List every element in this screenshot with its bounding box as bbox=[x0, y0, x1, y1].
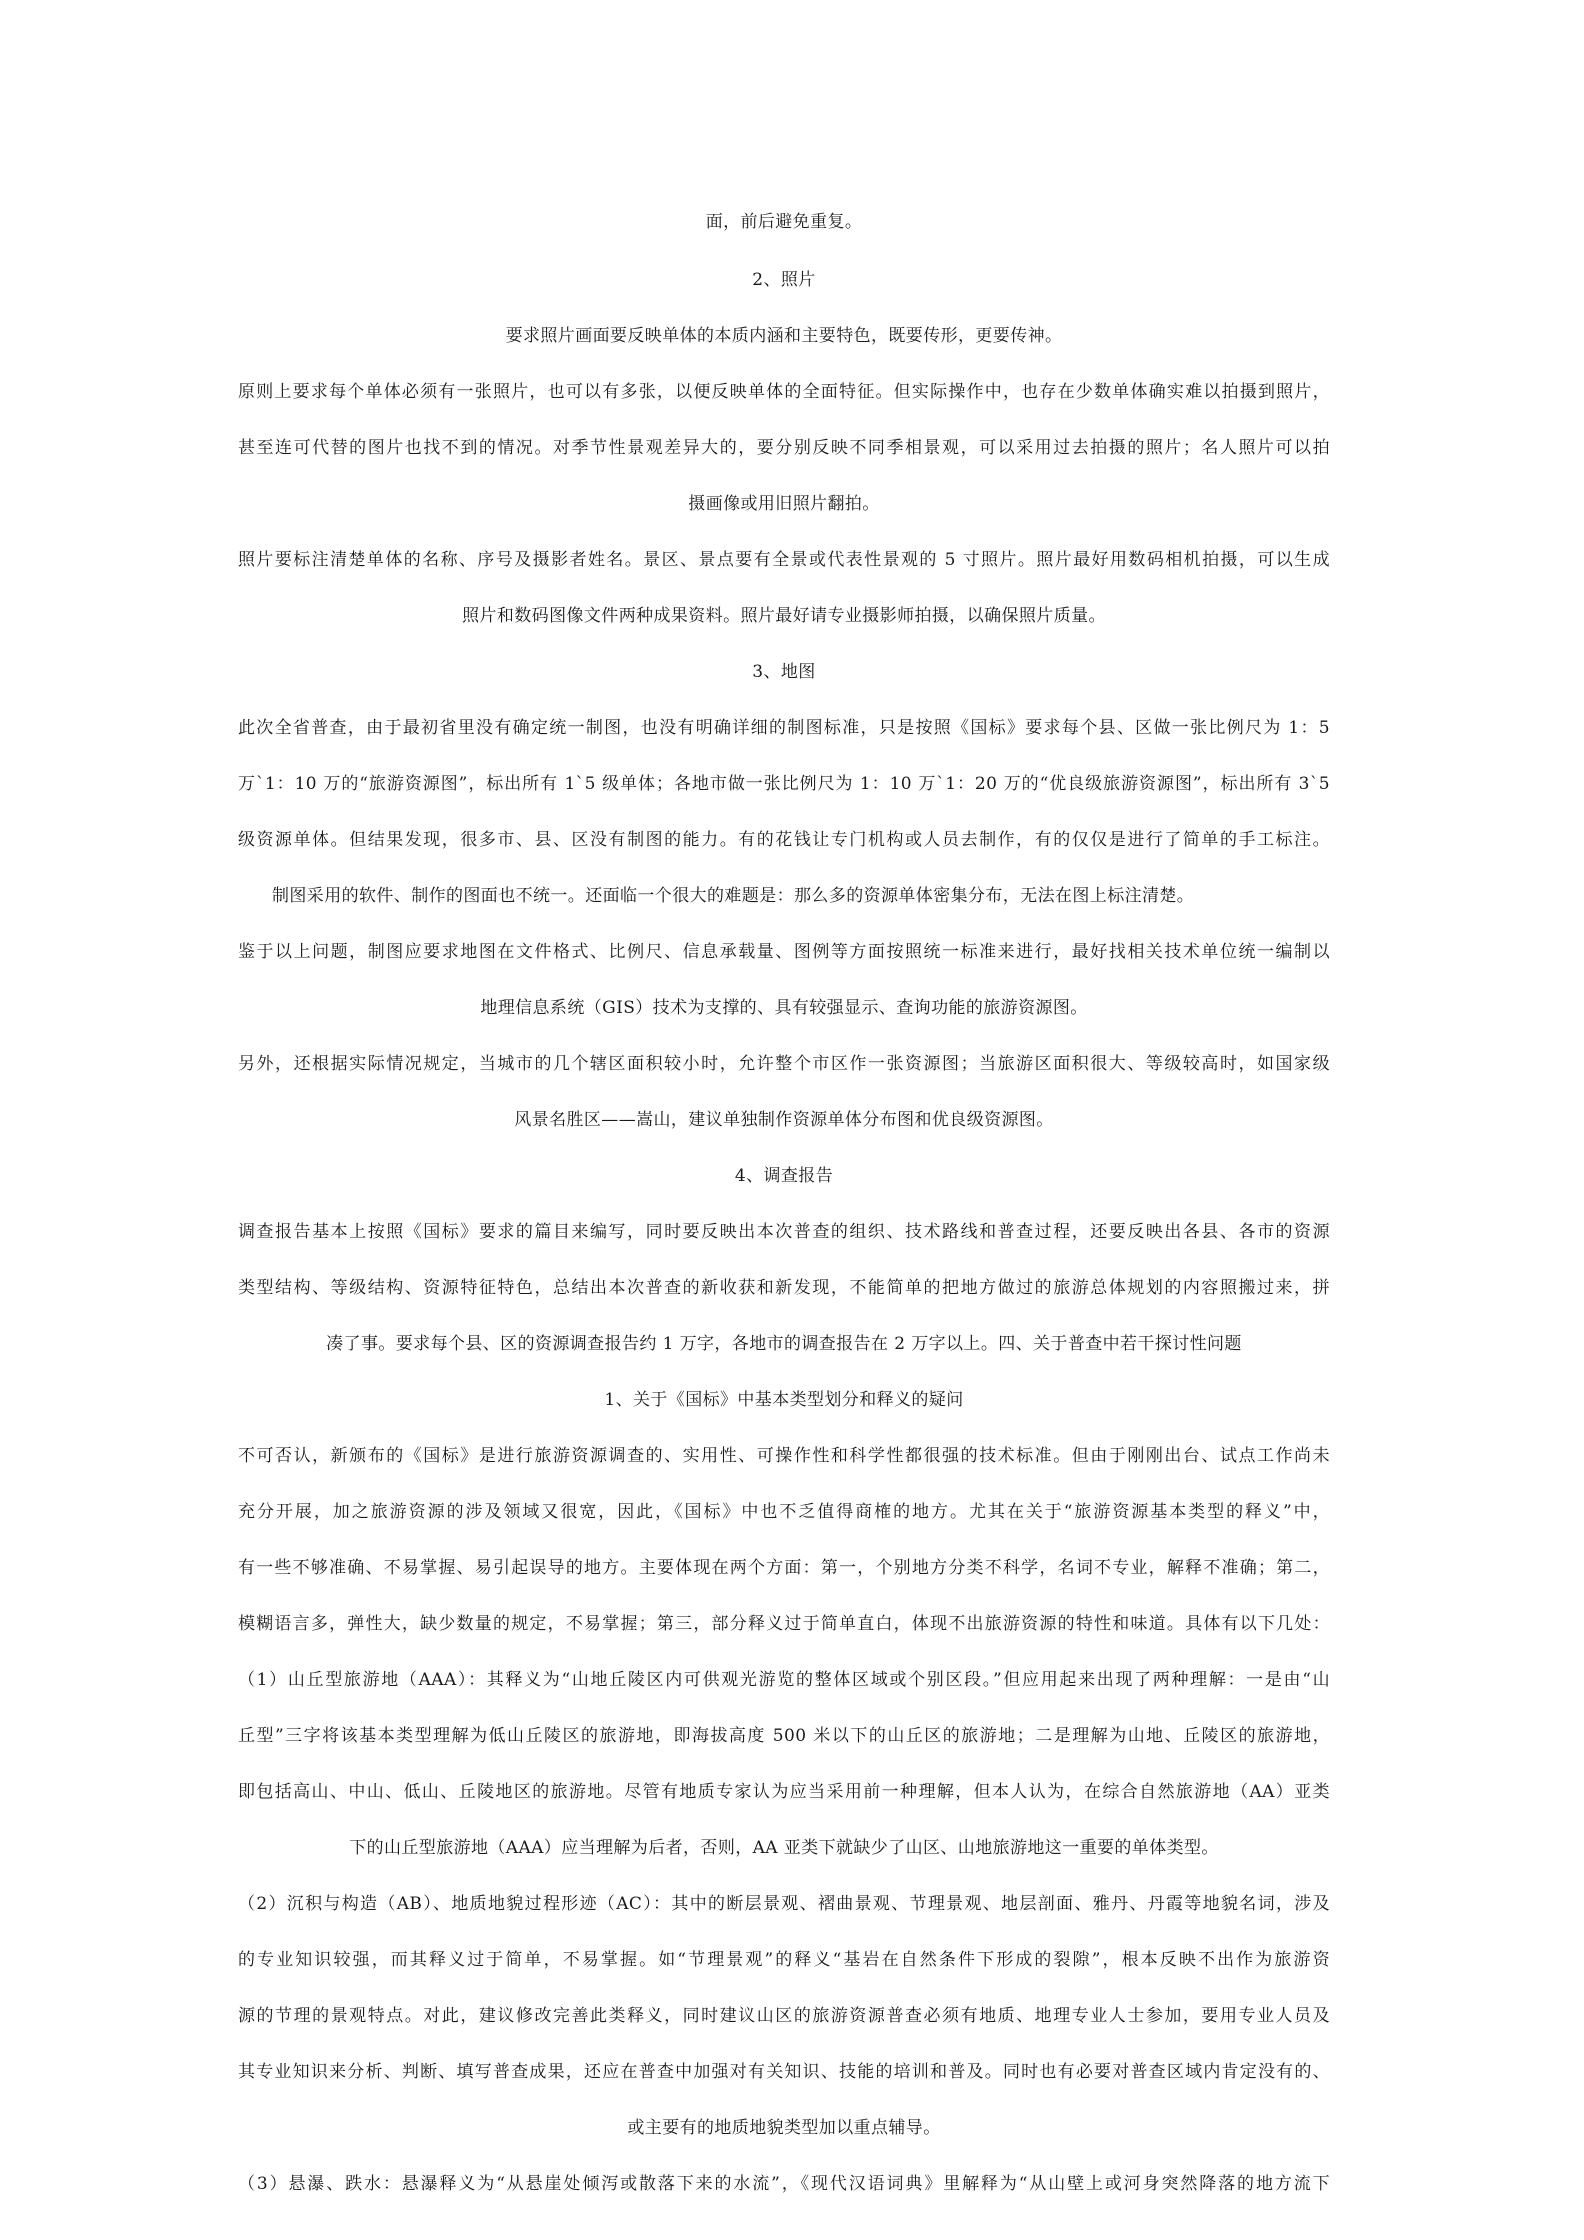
text-line: 级资源单体。但结果发现，很多市、县、区没有制图的能力。有的花钱让专门机构或人员去制作，有的仅仅是进行了简单的手工标注。 bbox=[238, 830, 1330, 850]
text-line: 或主要有的地质地貌类型加以重点辅导。 bbox=[627, 2118, 941, 2138]
text-line: 甚至连可代替的图片也找不到的情况。对季节性景观差异大的，要分别反映不同季相景观，可以采用过去拍摄的照片；名人照片可以拍 bbox=[238, 438, 1330, 458]
text-line: 风景名胜区——嵩山，建议单独制作资源单体分布图和优良级资源图。 bbox=[514, 1110, 1054, 1130]
text-line: 摄画像或用旧照片翻拍。 bbox=[688, 494, 880, 514]
text-line: 不可否认，新颁布的《国标》是进行旅游资源调查的、实用性、可操作性和科学性都很强的技术标准。但由于刚刚出台、试点工作尚未 bbox=[238, 1446, 1330, 1466]
section-heading: 4、调查报告 bbox=[734, 1166, 834, 1186]
section-heading: 2、照片 bbox=[752, 270, 816, 290]
section-heading: 1、关于《国标》中基本类型划分和释义的疑问 bbox=[604, 1390, 964, 1410]
text-line: 面，前后避免重复。 bbox=[705, 212, 863, 232]
text-line: 制图采用的软件、制作的图面也不统一。还面临一个很大的难题是：那么多的资源单体密集分布，无法在图上标注清楚。 bbox=[272, 886, 1195, 906]
text-line: 另外，还根据实际情况规定，当城市的几个辖区面积较小时，允许整个市区作一张资源图；当旅游区面积很大、等级较高时，如国家级 bbox=[238, 1054, 1330, 1074]
section-heading: 3、地图 bbox=[752, 662, 816, 682]
text-line: 鉴于以上问题，制图应要求地图在文件格式、比例尺、信息承载量、图例等方面按照统一标准来进行，最好找相关技术单位统一编制以 bbox=[238, 942, 1330, 962]
text-line: 模糊语言多，弹性大，缺少数量的规定，不易掌握；第三，部分释义过于简单直白，体现不出旅游资源的特性和味道。具体有以下几处： bbox=[238, 1614, 1330, 1634]
text-line: （3）悬瀑、跌水：悬瀑释义为“从悬崖处倾泻或散落下来的水流”，《现代汉语词典》里解释为“从山壁上或河身突然降落的地方流下 bbox=[238, 2174, 1330, 2194]
text-line: 调查报告基本上按照《国标》要求的篇目来编写，同时要反映出本次普查的组织、技术路线和普查过程，还要反映出各县、各市的资源 bbox=[238, 1222, 1330, 1242]
text-line: 充分开展，加之旅游资源的涉及领域又很宽，因此，《国标》中也不乏值得商榷的地方。尤其在关于“旅游资源基本类型的释义”中， bbox=[238, 1502, 1330, 1522]
text-line: 丘型”三字将该基本类型理解为低山丘陵区的旅游地，即海拔高度 500 米以下的山丘区的旅游地；二是理解为山地、丘陵区的旅游地， bbox=[238, 1726, 1330, 1746]
text-line: 有一些不够准确、不易掌握、易引起误导的地方。主要体现在两个方面：第一，个别地方分类不科学，名词不专业，解释不准确；第二， bbox=[238, 1558, 1330, 1578]
text-line: （1）山丘型旅游地（AAA）：其释义为“山地丘陵区内可供观光游览的整体区域或个别区段。”但应用起来出现了两种理解：一是由“山 bbox=[238, 1670, 1330, 1690]
text-line: 即包括高山、中山、低山、丘陵地区的旅游地。尽管有地质专家认为应当采用前一种理解，但本人认为，在综合自然旅游地（AA）亚类 bbox=[238, 1782, 1330, 1802]
text-line: 照片和数码图像文件两种成果资料。照片最好请专业摄影师拍摄，以确保照片质量。 bbox=[462, 606, 1106, 626]
text-line: 此次全省普查，由于最初省里没有确定统一制图，也没有明确详细的制图标准，只是按照《国标》要求每个县、区做一张比例尺为 1：5 bbox=[238, 718, 1330, 738]
text-line: 凑了事。要求每个县、区的资源调查报告约 1 万字，各地市的调查报告在 2 万字以上。四、关于普查中若干探讨性问题 bbox=[326, 1334, 1242, 1354]
text-line: 地理信息系统（GIS）技术为支撑的、具有较强显示、查询功能的旅游资源图。 bbox=[480, 998, 1088, 1018]
text-line: 源的节理的景观特点。对此，建议修改完善此类释义，同时建议山区的旅游资源普查必须有地质、地理专业人士参加，要用专业人员及 bbox=[238, 2006, 1330, 2026]
text-line: 万`1：10 万的“旅游资源图”，标出所有 1`5 级单体；各地市做一张比例尺为 1：10 万`1：20 万的“优良级旅游资源图”，标出所有 3`5 bbox=[238, 774, 1330, 794]
text-line: （2）沉积与构造（AB）、地质地貌过程形迹（AC）：其中的断层景观、褶曲景观、节理景观、地层剖面、雅丹、丹霞等地貌名词，涉及 bbox=[238, 1894, 1330, 1914]
text-line: 照片要标注清楚单体的名称、序号及摄影者姓名。景区、景点要有全景或代表性景观的 5 寸照片。照片最好用数码相机拍摄，可以生成 bbox=[238, 550, 1330, 570]
text-line: 类型结构、等级结构、资源特征特色，总结出本次普查的新收获和新发现，不能简单的把地方做过的旅游总体规划的内容照搬过来，拼 bbox=[238, 1278, 1330, 1298]
text-line: 要求照片画面要反映单体的本质内涵和主要特色，既要传形，更要传神。 bbox=[505, 326, 1063, 346]
text-line: 其专业知识来分析、判断、填写普查成果，还应在普查中加强对有关知识、技能的培训和普及。同时也有必要对普查区域内肯定没有的、 bbox=[238, 2062, 1330, 2082]
text-line: 下的山丘型旅游地（AAA）应当理解为后者，否则，AA 亚类下就缺少了山区、山地旅游地这一重要的单体类型。 bbox=[349, 1838, 1219, 1858]
text-line: 的专业知识较强，而其释义过于简单，不易掌握。如“节理景观”的释义“基岩在自然条件下形成的裂隙”，根本反映不出作为旅游资 bbox=[238, 1950, 1330, 1970]
text-line: 原则上要求每个单体必须有一张照片，也可以有多张，以便反映单体的全面特征。但实际操作中，也存在少数单体确实难以拍摄到照片， bbox=[238, 382, 1330, 402]
